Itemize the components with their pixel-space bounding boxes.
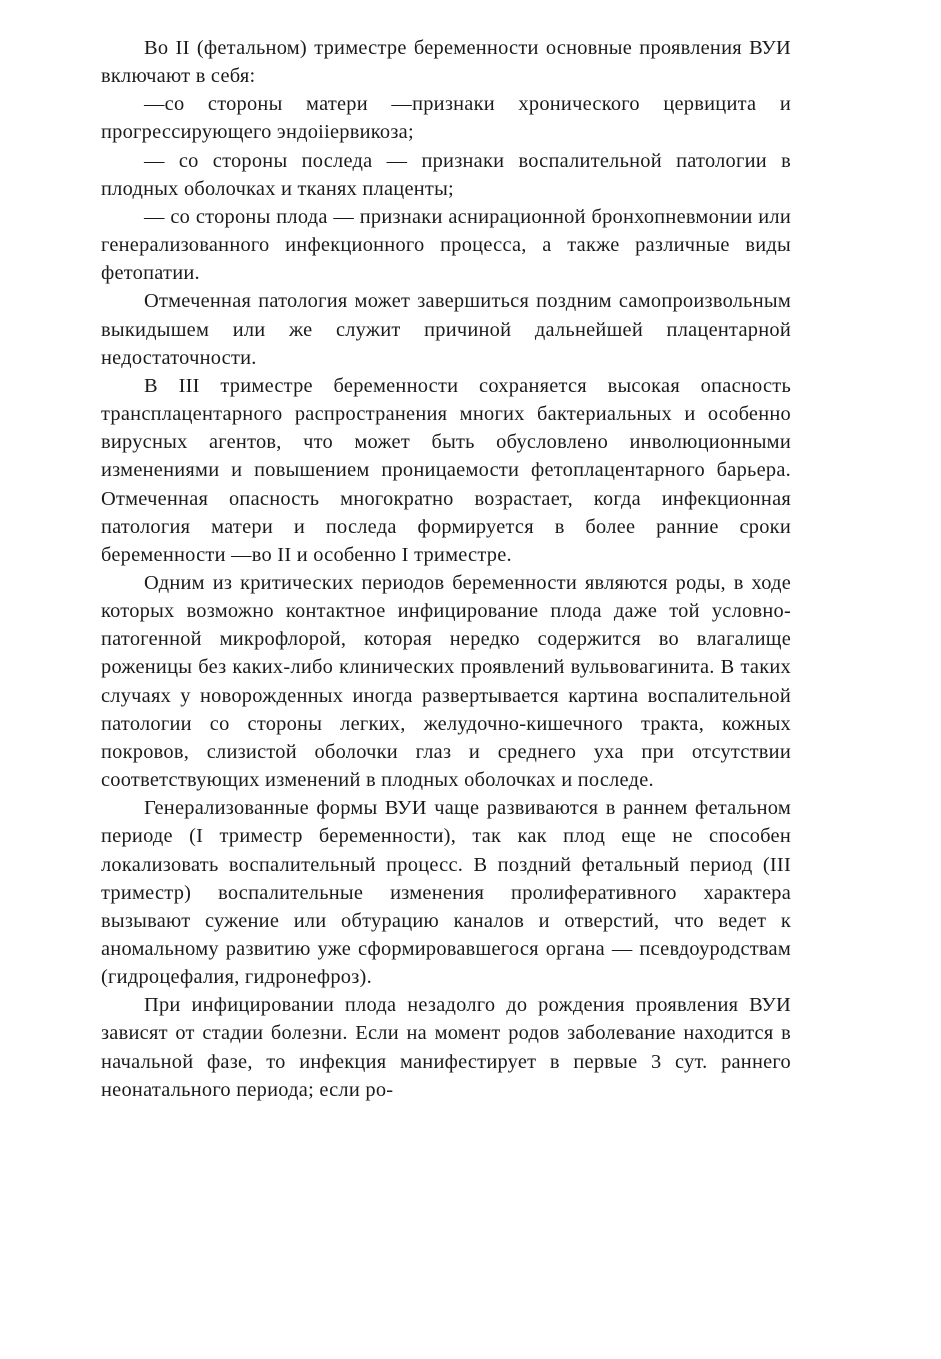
paragraph-late-infection: При инфицировании плода незадолго до рождения проявления ВУИ зависят от стадии болезни. Если на момент родов заболевание находится в начальной фазе, то инфекция манифестирует в первые 3 сут. раннего неонатального периода; если ро- [101, 994, 791, 1101]
paragraph-mother-signs: —со стороны матери —признаки хронического цервицита и прогрессирующего эндоiiервикоза; [101, 93, 791, 144]
paragraph-afterbirth-signs: — со стороны последа — признаки воспалительной патологии в плодных оболочках и тканях плаценты; [101, 149, 791, 200]
paragraph-pathology-outcome: Отмеченная патология может завершиться поздним самопроизвольным выкидышем или же служит причиной дальнейшей плацентарной недостаточности. [101, 290, 791, 369]
paragraph-fetus-signs: — со стороны плода — признаки аснирационной бронхопневмонии или генерализованного инфекционного процесса, а также различные виды фетопатии. [101, 205, 791, 285]
paragraph-labor-period: Одним из критических периодов беременности являются роды, в ходе которых возможно контактное инфицирование плода даже той условно-патогенной микрофлорой, которая нередко содержится во влагалище роженицы без каких-либо клинических проявлений вульвовагинита. В таких случаях у новорожденных иногда развертывается картина воспалительной патологии со стороны легких, желудочно-кишечного тракта, кожных покровов, слизистой оболочки глаз и среднего уха при отсутствии соответствующих изменений в плодных оболочках и последе. [101, 571, 791, 792]
document-page [101, 34, 791, 1104]
paragraph-third-trimester: В III триместре беременности сохраняется высокая опасность трансплацентарного распространения многих бактериальных и особенно вирусных агентов, что может быть обусловлено инволюционными изменениями и повышением проницаемости фетоплацентарного барьера. Отмеченная опасность многократно возрастает, когда инфекционная патология матери и последа формируется в более ранние сроки беременности —во II и особенно I триместре. [101, 374, 791, 566]
paragraph-generalized-forms: Генерализованные формы ВУИ чаще развиваются в раннем фетальном периоде (I триместр беременности), так как плод еще не способен локализовать воспалительный процесс. В поздний фетальный период (III триместр) воспалительные изменения пролиферативного характера вызывают сужение или обтурацию каналов и отверстий, что ведет к аномальному развитию уже сформировавшегося органа — псевдоуродствам (гидроцефалия, гидронефроз). [101, 797, 791, 989]
paragraph-second-trimester: Во II (фетальном) триместре беременности основные проявления ВУИ включают в себя: [101, 37, 791, 88]
